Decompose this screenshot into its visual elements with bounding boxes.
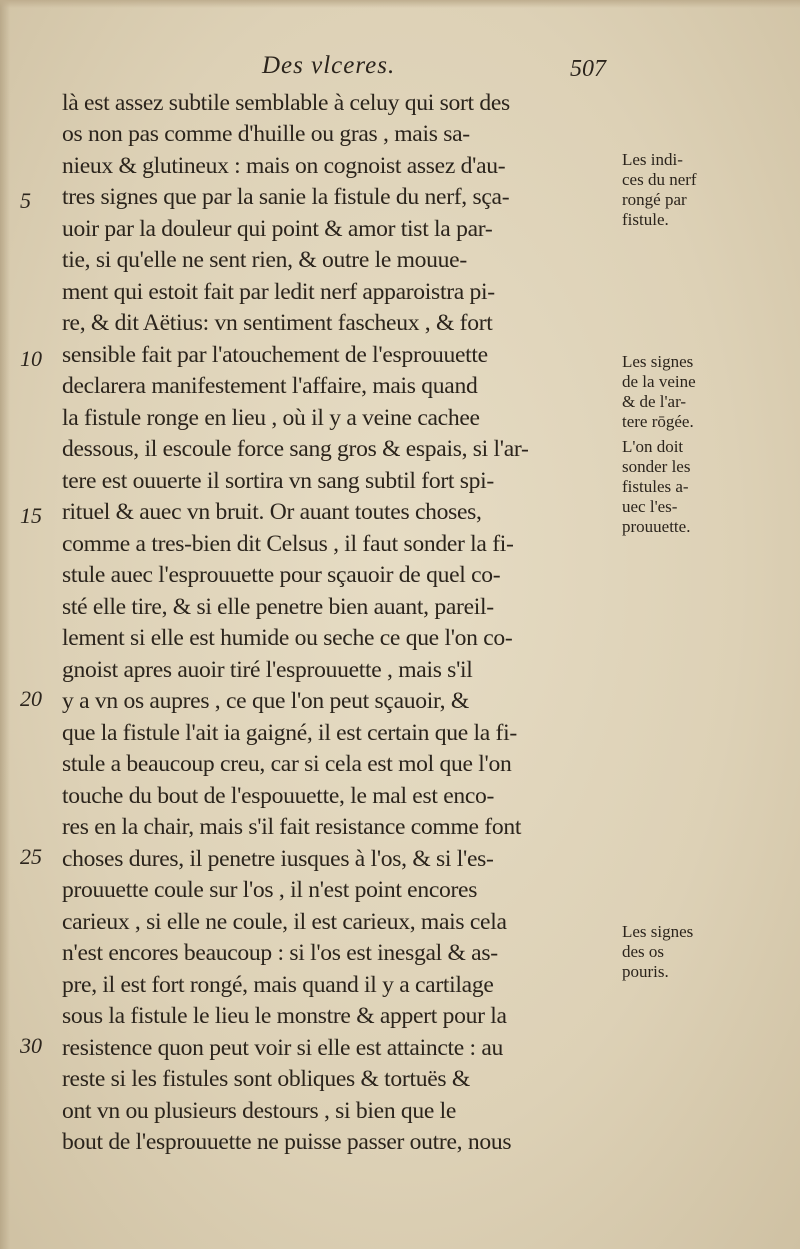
text-line: dessous, il escoule force sang gros & espais, si l'ar- — [62, 436, 529, 462]
running-title: Des vlceres. — [262, 52, 396, 79]
text-line: stule a beaucoup creu, car si cela est mol que l'on — [62, 751, 512, 777]
text-line: tie, si qu'elle ne sent rien, & outre le mouue- — [62, 247, 467, 273]
line-number: 5 — [20, 188, 31, 213]
text-line: sensible fait par l'atouchement de l'esprouuette — [62, 342, 488, 368]
margin-note-line: sonder les — [622, 457, 691, 476]
line-number: 10 — [20, 346, 42, 371]
text-line: pre, il est fort rongé, mais quand il y a cartilage — [62, 972, 494, 998]
margin-note-line: uec l'es- — [622, 497, 678, 516]
text-line: nieux & glutineux : mais on cognoist assez d'au- — [62, 153, 506, 179]
margin-note-line: fistule. — [622, 210, 669, 229]
page-top-shadow — [0, 0, 800, 8]
margin-note-line: Les indi- — [622, 150, 683, 169]
margin-note-line: pouris. — [622, 962, 669, 981]
line-number: 15 — [20, 503, 42, 528]
text-line: res en la chair, mais s'il fait resistance comme font — [62, 814, 522, 840]
page-number: 507 — [570, 56, 606, 82]
text-line: tere est ouuerte il sortira vn sang subtil fort spi- — [62, 468, 494, 494]
text-line: prouuette coule sur l'os , il n'est point encores — [62, 877, 478, 903]
line-number: 20 — [20, 686, 42, 711]
text-line: bout de l'esprouuette ne puisse passer outre, nous — [62, 1129, 512, 1155]
margin-note-line: fistules a- — [622, 477, 689, 496]
text-line: ment qui estoit fait par ledit nerf apparoistra pi- — [62, 279, 495, 305]
margin-note-line: & de l'ar- — [622, 392, 687, 411]
margin-note — [622, 922, 797, 982]
margin-note-line: Les signes — [622, 922, 694, 941]
text-line: là est assez subtile semblable à celuy qui sort des — [62, 90, 510, 116]
text-line: declarera manifestement l'affaire, mais quand — [62, 373, 478, 399]
text-line: y a vn os aupres , ce que l'on peut sçauoir, & — [62, 688, 469, 714]
margin-note-line: prouuette. — [622, 517, 691, 536]
text-line: re, & dit Aëtius: vn sentiment fascheux , & fort — [62, 310, 493, 336]
margin-note-line: des os — [622, 942, 665, 961]
text-line: la fistule ronge en lieu , où il y a veine cachee — [62, 405, 480, 431]
text-line: reste si les fistules sont obliques & tortuës & — [62, 1066, 470, 1092]
text-line: stule auec l'esprouuette pour sçauoir de quel co- — [62, 562, 501, 588]
margin-note-line: rongé par — [622, 190, 687, 209]
margin-note-line: de la veine — [622, 372, 696, 391]
text-line: lement si elle est humide ou seche ce que l'on co- — [62, 625, 513, 651]
margin-note-line: L'on doit — [622, 437, 684, 456]
text-line: n'est encores beaucoup : si l'os est inesgal & as- — [62, 940, 498, 966]
text-line: carieux , si elle ne coule, il est carieux, mais cela — [62, 909, 507, 935]
text-line: sté elle tire, & si elle penetre bien auant, pareil- — [62, 594, 494, 620]
text-line: ont vn ou plusieurs destours , si bien que le — [62, 1098, 457, 1124]
margin-note — [622, 352, 797, 432]
text-line: uoir par la douleur qui point & amor tist la par- — [62, 216, 493, 242]
line-number: 30 — [20, 1033, 42, 1058]
text-line: choses dures, il penetre iusques à l'os, & si l'es- — [62, 846, 494, 872]
text-line: sous la fistule le lieu le monstre & appert pour la — [62, 1003, 507, 1029]
line-number: 25 — [20, 844, 42, 869]
margin-note — [622, 150, 797, 230]
text-line: tres signes que par la sanie la fistule du nerf, sça- — [62, 184, 510, 210]
text-line: touche du bout de l'espouuette, le mal est enco- — [62, 783, 495, 809]
text-line: que la fistule l'ait ia gaigné, il est certain que la fi- — [62, 720, 517, 746]
text-line: resistence quon peut voir si elle est attaincte : au — [62, 1035, 504, 1061]
page-edge-shadow — [0, 0, 10, 1249]
margin-note-line: Les signes — [622, 352, 694, 371]
margin-note — [622, 437, 797, 537]
text-line: os non pas comme d'huille ou gras , mais sa- — [62, 121, 470, 147]
margin-note-line: tere rōgée. — [622, 412, 694, 431]
margin-note-line: ces du nerf — [622, 170, 697, 189]
text-line: gnoist apres auoir tiré l'esprouuette , mais s'il — [62, 657, 473, 683]
text-line: comme a tres-bien dit Celsus , il faut sonder la fi- — [62, 531, 514, 557]
text-line: rituel & auec vn bruit. Or auant toutes choses, — [62, 499, 482, 525]
